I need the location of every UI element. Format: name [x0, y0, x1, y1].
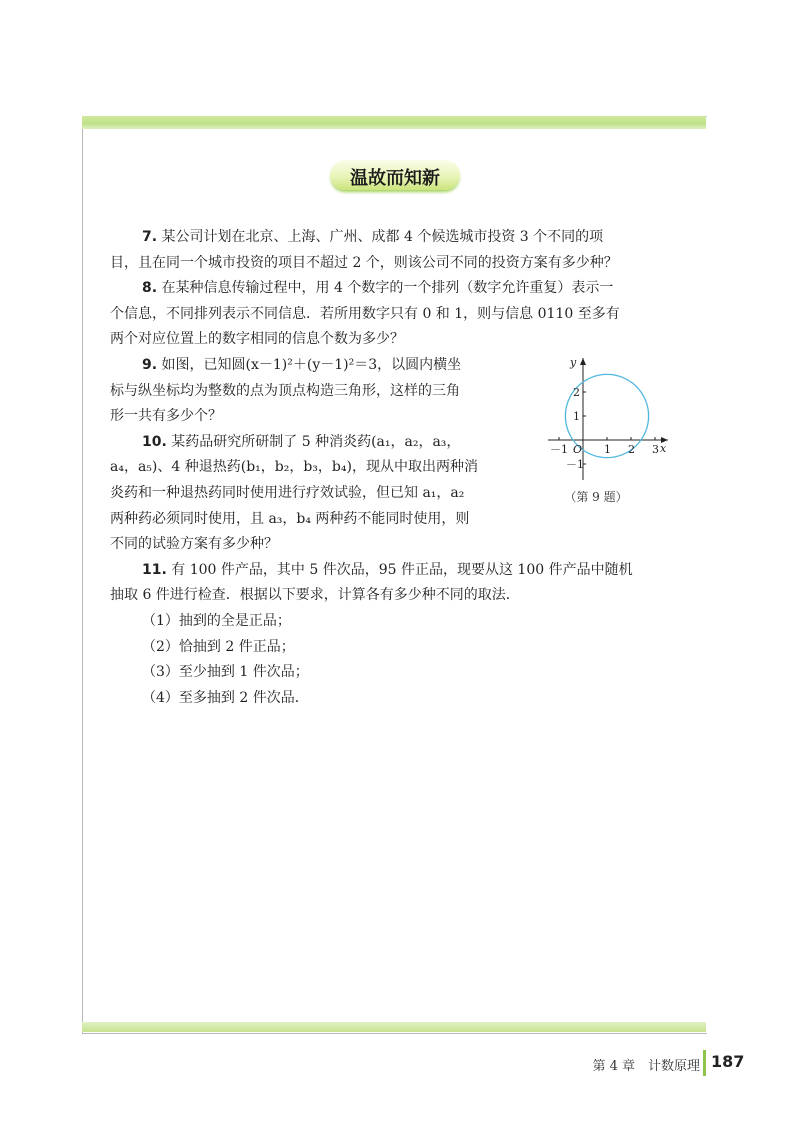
section-title-text: 温故而知新 [350, 168, 440, 189]
problem-11-item-3: （3）至少抽到 1 件次品； [142, 664, 309, 681]
x-axis-label: x [660, 442, 667, 455]
y-tick-2: 2 [573, 386, 580, 399]
problem-10-line-3: 炎药和一种退热药同时使用进行疗效试验，但已知 a₁，a₂ [110, 484, 465, 501]
problem-11-number: 11. [142, 561, 167, 578]
problem-11-line-2: 抽取 6 件进行检查．根据以下要求，计算各有多少种不同的取法． [110, 587, 520, 604]
problem-9-line-3: 形一共有多少个？ [110, 408, 222, 425]
problem-8-number: 8. [142, 280, 158, 297]
x-tick-neg1: －1 [550, 443, 568, 456]
problem-10-number: 10. [142, 433, 167, 450]
problem-9-line-2: 标与纵坐标均为整数的点为顶点构造三角形，这样的三角 [110, 382, 460, 399]
section-title [330, 160, 460, 194]
top-decor-band [82, 116, 706, 129]
problem-7-line-1: 7. 某公司计划在北京、上海、广州、成都 4 个候选城市投资 3 个不同的项 [142, 229, 604, 245]
problem-9-line-1: 9. 如图，已知圆(x－1)²＋(y－1)²＝3，以圆内横坐 [142, 356, 462, 373]
x-tick-2: 2 [628, 443, 635, 456]
y-tick-1: 1 [573, 410, 580, 423]
problem-7-number: 7. [142, 229, 158, 245]
problem-11-item-4: （4）至多抽到 2 件次品． [142, 689, 309, 706]
footer-accent-bar [703, 1050, 706, 1076]
problem-11-line-1: 11. 有 100 件产品，其中 5 件次品，95 件正品，现要从这 100 件产品中随机 [142, 561, 633, 578]
problem-10-line-5: 不同的试验方案有多少种？ [110, 536, 278, 553]
problem-9-number: 9. [142, 356, 158, 373]
x-tick-1: 1 [604, 443, 611, 456]
problem-11-item-1: （1）抽到的全是正品； [142, 612, 291, 629]
problem-8-line-3: 两个对应位置上的数字相同的信息个数为多少？ [110, 331, 404, 348]
page-number: 187 [711, 1052, 745, 1071]
coordinate-plot [542, 352, 672, 482]
problem-10-line-4: 两种药必须同时使用，且 a₃，b₄ 两种药不能同时使用，则 [110, 510, 470, 527]
problem-10-line-1: 10. 某药品研究所研制了 5 种消炎药(a₁，a₂，a₃， [142, 433, 461, 450]
y-axis-label: y [570, 356, 577, 369]
x-tick-3: 3 [652, 443, 659, 456]
problem-10-line-2: a₄，a₅)、4 种退热药(b₁，b₂，b₃，b₄)，现从中取出两种消 [110, 459, 478, 476]
problem-8-line-1: 8. 在某种信息传输过程中，用 4 个数字的一个排列（数字允许重复）表示一 [142, 280, 614, 297]
figure-caption: （第 9 题） [564, 490, 628, 504]
figure-problem-9 [542, 352, 672, 512]
footer-chapter: 第 4 章 计数原理 [592, 1059, 700, 1074]
problem-7-line-2: 目，且在同一个城市投资的项目不超过 2 个，则该公司不同的投资方案有多少种？ [110, 254, 618, 271]
origin-label: O [573, 443, 583, 456]
problem-11-item-2: （2）恰抽到 2 件正品； [142, 638, 295, 655]
problem-8-line-2: 个信息，不同排列表示不同信息．若所用数字只有 0 和 1，则与信息 0110 至多有 [110, 305, 620, 322]
y-tick-neg1: －1 [566, 458, 584, 471]
bottom-decor-band [82, 1022, 706, 1032]
